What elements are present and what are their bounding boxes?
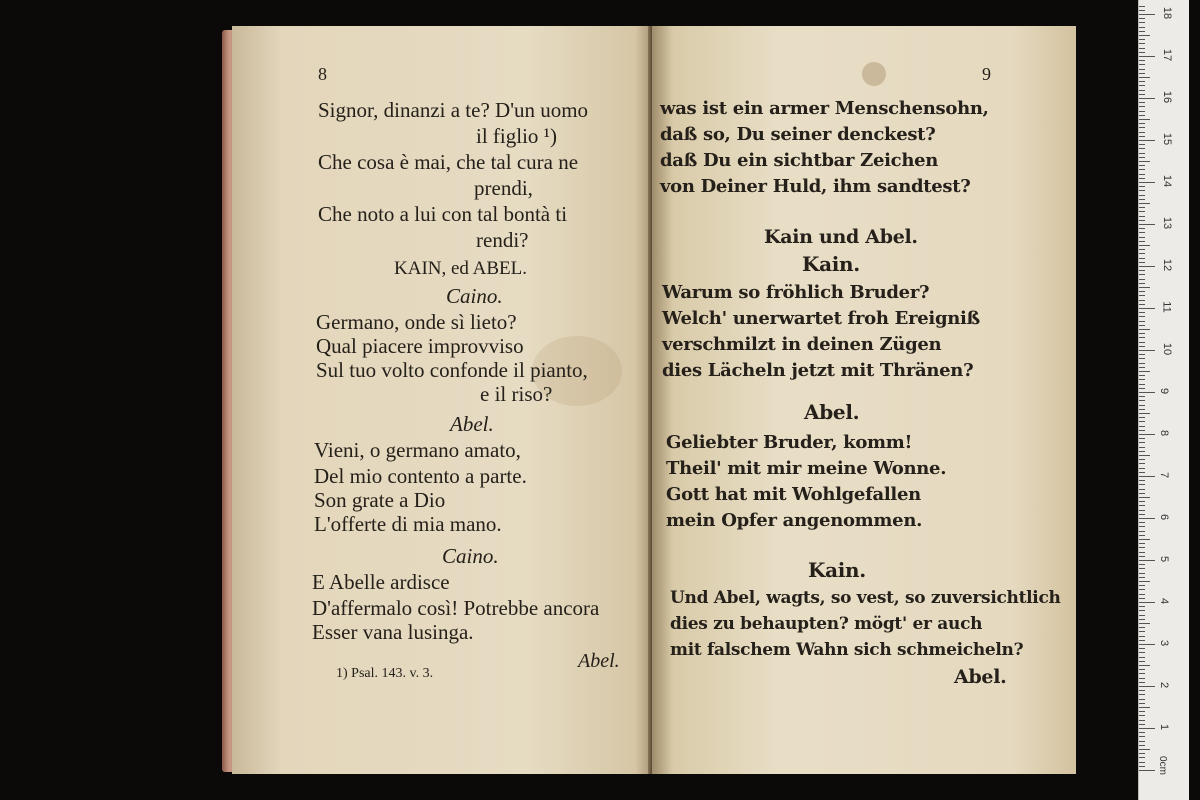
speaker-name: Abel. xyxy=(804,400,860,424)
ruler-tick xyxy=(1139,522,1145,523)
ruler-tick xyxy=(1139,287,1150,288)
ruler-tick xyxy=(1139,346,1145,347)
ruler-tick xyxy=(1139,203,1150,204)
verse-line: Qual piacere improvviso xyxy=(316,334,524,358)
verse-line: verschmilzt in deinen Zügen xyxy=(662,334,942,355)
ruler-tick xyxy=(1139,64,1145,65)
verse-line: Son grate a Dio xyxy=(314,488,446,512)
ruler-number: 3 xyxy=(1158,639,1171,647)
ruler-tick xyxy=(1139,552,1145,553)
speaker-name: Caino. xyxy=(446,284,503,308)
verse-line: Sul tuo volto confonde il pianto, xyxy=(316,358,588,382)
text-line: Che cosa è mai, che tal cura ne xyxy=(318,150,579,174)
ruler-tick xyxy=(1139,27,1145,28)
ruler-tick xyxy=(1139,510,1145,511)
ruler-tick xyxy=(1139,123,1145,124)
verse-line: Gott hat mit Wohlgefallen xyxy=(666,484,921,505)
ruler-tick xyxy=(1139,274,1145,275)
ruler-tick xyxy=(1139,657,1145,658)
ruler-tick xyxy=(1139,153,1145,154)
ruler-tick xyxy=(1139,388,1145,389)
ruler-tick xyxy=(1139,417,1145,418)
ruler-tick xyxy=(1139,333,1145,334)
ruler-tick xyxy=(1139,90,1145,91)
ruler-tick xyxy=(1139,720,1145,721)
ruler-tick xyxy=(1139,199,1145,200)
ruler-tick xyxy=(1139,724,1145,725)
catchword: Abel. xyxy=(954,666,1007,688)
ruler-tick xyxy=(1139,102,1145,103)
ruler-tick xyxy=(1139,455,1150,456)
ruler-number: 1 xyxy=(1158,723,1171,731)
ruler-tick xyxy=(1139,543,1145,544)
speaker-name: Kain. xyxy=(808,558,866,582)
ruler-tick xyxy=(1139,741,1145,742)
verse-line: Geliebter Bruder, komm! xyxy=(666,432,913,453)
ruler-number: 18 xyxy=(1161,6,1174,20)
ruler-number: 2 xyxy=(1158,681,1171,689)
verse-line: Welch' unerwartet froh Ereigniß xyxy=(662,308,980,329)
ruler-tick xyxy=(1139,484,1145,485)
ruler-tick xyxy=(1139,228,1145,229)
measurement-ruler xyxy=(1138,0,1189,800)
ruler-number: 8 xyxy=(1158,429,1171,437)
ruler-tick xyxy=(1139,144,1145,145)
ruler-tick xyxy=(1139,690,1145,691)
ruler-tick xyxy=(1139,291,1145,292)
verse-line: Del mio contento a parte. xyxy=(314,464,527,488)
ruler-tick xyxy=(1139,106,1145,107)
ruler-tick xyxy=(1139,77,1150,78)
ruler-number: 4 xyxy=(1158,597,1171,605)
ruler-tick xyxy=(1139,447,1145,448)
ruler-tick xyxy=(1139,119,1150,120)
ruler-tick xyxy=(1139,363,1145,364)
ruler-tick xyxy=(1139,169,1145,170)
text-line: was ist ein armer Menschensohn, xyxy=(660,98,989,119)
ruler-tick xyxy=(1139,56,1155,57)
verse-line: dies Lächeln jetzt mit Thränen? xyxy=(662,360,974,381)
ruler-tick xyxy=(1139,48,1145,49)
ruler-tick xyxy=(1139,699,1145,700)
ruler-tick xyxy=(1139,329,1150,330)
ruler-tick xyxy=(1139,300,1145,301)
ruler-number: 15 xyxy=(1161,132,1174,146)
verse-line: Und Abel, wagts, so vest, so zuversichtlich xyxy=(670,588,1061,608)
ruler-tick xyxy=(1139,245,1150,246)
ruler-tick xyxy=(1139,367,1145,368)
verse-line: Germano, onde sì lieto? xyxy=(316,310,517,334)
ruler-tick xyxy=(1139,379,1145,380)
ruler-tick xyxy=(1139,749,1150,750)
text-line: prendi, xyxy=(474,176,533,200)
scene-heading: KAIN, ed ABEL. xyxy=(394,258,527,279)
ruler-tick xyxy=(1139,577,1145,578)
verse-line: Vieni, o germano amato, xyxy=(314,438,521,462)
ruler-tick xyxy=(1139,371,1150,372)
ruler-tick xyxy=(1139,35,1150,36)
ruler-unit-label: 0cm xyxy=(1156,756,1168,775)
ruler-tick xyxy=(1139,52,1145,53)
ruler-tick xyxy=(1139,556,1145,557)
ruler-tick xyxy=(1139,195,1145,196)
ruler-tick xyxy=(1139,463,1145,464)
ruler-tick xyxy=(1139,472,1145,473)
ruler-tick xyxy=(1139,568,1145,569)
ruler-tick xyxy=(1139,400,1145,401)
ruler-tick xyxy=(1139,669,1145,670)
ruler-tick xyxy=(1139,161,1150,162)
ruler-tick xyxy=(1139,636,1145,637)
ruler-tick xyxy=(1139,312,1145,313)
ruler-tick xyxy=(1139,682,1145,683)
ruler-tick xyxy=(1139,157,1145,158)
ruler-tick xyxy=(1139,501,1145,502)
ruler-tick xyxy=(1139,283,1145,284)
ruler-tick xyxy=(1139,715,1145,716)
ruler-tick xyxy=(1139,539,1150,540)
verse-line: dies zu behaupten? mögt' er auch xyxy=(670,614,983,634)
ruler-tick xyxy=(1139,127,1145,128)
verse-line: Warum so fröhlich Bruder? xyxy=(662,282,930,303)
ruler-tick xyxy=(1139,262,1145,263)
verse-line: mit falschem Wahn sich schmeicheln? xyxy=(670,640,1024,660)
ruler-tick xyxy=(1139,627,1145,628)
ruler-tick xyxy=(1139,186,1145,187)
ruler-number: 17 xyxy=(1161,48,1174,62)
ruler-tick xyxy=(1139,165,1145,166)
speaker-name: Caino. xyxy=(442,544,499,568)
ruler-tick xyxy=(1139,237,1145,238)
ruler-tick xyxy=(1139,241,1145,242)
ruler-tick xyxy=(1139,564,1145,565)
ruler-tick xyxy=(1139,426,1145,427)
left-page xyxy=(232,26,652,774)
ruler-tick xyxy=(1139,111,1145,112)
ruler-tick xyxy=(1139,342,1145,343)
text-line: il figlio ¹) xyxy=(476,124,557,148)
ruler-tick xyxy=(1139,174,1145,175)
ruler-tick xyxy=(1139,703,1145,704)
catchword: Abel. xyxy=(578,650,620,672)
ruler-tick xyxy=(1139,602,1155,603)
ruler-tick xyxy=(1139,384,1145,385)
ruler-tick xyxy=(1139,295,1145,296)
ruler-tick xyxy=(1139,518,1155,519)
text-line: daß so, Du seiner denckest? xyxy=(660,124,936,145)
ruler-tick xyxy=(1139,476,1155,477)
ruler-tick xyxy=(1139,480,1145,481)
ruler-tick xyxy=(1139,232,1145,233)
ruler-tick xyxy=(1139,707,1150,708)
verse-line: E Abelle ardisce xyxy=(312,570,450,594)
ruler-tick xyxy=(1139,115,1145,116)
ruler-tick xyxy=(1139,31,1145,32)
ruler-tick xyxy=(1139,661,1145,662)
page-number-left: 8 xyxy=(318,64,327,84)
ruler-tick xyxy=(1139,266,1155,267)
text-line: von Deiner Huld, ihm sandtest? xyxy=(660,176,971,197)
stain xyxy=(862,62,886,86)
ruler-tick xyxy=(1139,623,1150,624)
ruler-tick xyxy=(1139,665,1150,666)
ruler-number: 12 xyxy=(1161,258,1174,272)
ruler-tick xyxy=(1139,136,1145,137)
ruler-tick xyxy=(1139,631,1145,632)
ruler-tick xyxy=(1139,148,1145,149)
ruler-tick xyxy=(1139,619,1145,620)
ruler-tick xyxy=(1139,762,1145,763)
ruler-tick xyxy=(1139,73,1145,74)
ruler-number: 7 xyxy=(1158,471,1171,479)
verse-line: e il riso? xyxy=(480,382,553,406)
ruler-tick xyxy=(1139,547,1145,548)
ruler-tick xyxy=(1139,514,1145,515)
ruler-tick xyxy=(1139,585,1145,586)
verse-line: L'offerte di mia mano. xyxy=(314,512,502,536)
ruler-tick xyxy=(1139,573,1145,574)
ruler-tick xyxy=(1139,207,1145,208)
ruler-tick xyxy=(1139,325,1145,326)
ruler-tick xyxy=(1139,211,1145,212)
ruler-tick xyxy=(1139,678,1145,679)
footnote: 1) Psal. 143. v. 3. xyxy=(336,666,434,681)
verse-line: D'affermalo così! Potrebbe ancora xyxy=(312,596,600,620)
verse-line: Esser vana lusinga. xyxy=(312,620,474,644)
ruler-tick xyxy=(1139,615,1145,616)
ruler-tick xyxy=(1139,316,1145,317)
ruler-tick xyxy=(1139,644,1155,645)
ruler-tick xyxy=(1139,594,1145,595)
ruler-tick xyxy=(1139,270,1145,271)
ruler-tick xyxy=(1139,140,1155,141)
ruler-tick xyxy=(1139,728,1155,729)
ruler-tick xyxy=(1139,14,1155,15)
ruler-number: 9 xyxy=(1158,387,1171,395)
ruler-tick xyxy=(1139,98,1155,99)
ruler-tick xyxy=(1139,304,1145,305)
verse-line: mein Opfer angenommen. xyxy=(666,510,923,531)
ruler-tick xyxy=(1139,358,1145,359)
open-book xyxy=(222,26,1076,778)
ruler-tick xyxy=(1139,451,1145,452)
ruler-tick xyxy=(1139,85,1145,86)
ruler-number: 5 xyxy=(1158,555,1171,563)
ruler-tick xyxy=(1139,69,1145,70)
ruler-tick xyxy=(1139,442,1145,443)
ruler-tick xyxy=(1139,405,1145,406)
ruler-tick xyxy=(1139,489,1145,490)
ruler-tick xyxy=(1139,535,1145,536)
ruler-tick xyxy=(1139,648,1145,649)
speaker-name: Kain. xyxy=(802,252,860,276)
ruler-tick xyxy=(1139,459,1145,460)
ruler-tick xyxy=(1139,132,1145,133)
ruler-tick xyxy=(1139,10,1145,11)
right-page xyxy=(652,26,1076,774)
ruler-tick xyxy=(1139,430,1145,431)
ruler-tick xyxy=(1139,43,1145,44)
ruler-tick xyxy=(1139,249,1145,250)
ruler-tick xyxy=(1139,216,1145,217)
ruler-tick xyxy=(1139,279,1145,280)
ruler-tick xyxy=(1139,190,1145,191)
ruler-tick xyxy=(1139,321,1145,322)
ruler-tick xyxy=(1139,421,1145,422)
ruler-number: 10 xyxy=(1161,342,1174,356)
ruler-tick xyxy=(1139,220,1145,221)
ruler-tick xyxy=(1139,531,1145,532)
ruler-number: 13 xyxy=(1161,216,1174,230)
ruler-tick xyxy=(1139,22,1145,23)
ruler-tick xyxy=(1139,505,1145,506)
ruler-tick xyxy=(1139,770,1155,771)
ruler-tick xyxy=(1139,526,1145,527)
ruler-tick xyxy=(1139,598,1145,599)
ruler-tick xyxy=(1139,434,1155,435)
ruler-number: 16 xyxy=(1161,90,1174,104)
ruler-tick xyxy=(1139,560,1155,561)
ruler-tick xyxy=(1139,94,1145,95)
ruler-tick xyxy=(1139,686,1155,687)
ruler-tick xyxy=(1139,438,1145,439)
ruler-tick xyxy=(1139,178,1145,179)
ruler-tick xyxy=(1139,581,1150,582)
ruler-tick xyxy=(1139,610,1145,611)
text-line: Che noto a lui con tal bontà ti xyxy=(318,202,568,226)
ruler-tick xyxy=(1139,350,1155,351)
ruler-tick xyxy=(1139,652,1145,653)
text-line: rendi? xyxy=(476,228,529,252)
ruler-tick xyxy=(1139,753,1145,754)
ruler-tick xyxy=(1139,589,1145,590)
ruler-number: 6 xyxy=(1158,513,1171,521)
ruler-tick xyxy=(1139,694,1145,695)
speaker-name: Abel. xyxy=(450,412,494,436)
ruler-tick xyxy=(1139,396,1145,397)
ruler-tick xyxy=(1139,375,1145,376)
ruler-tick xyxy=(1139,337,1145,338)
text-line: daß Du ein sichtbar Zeichen xyxy=(660,150,939,171)
verse-line: Theil' mit mir meine Wonne. xyxy=(666,458,947,479)
ruler-number: 14 xyxy=(1161,174,1174,188)
ruler-tick xyxy=(1139,736,1145,737)
ruler-tick xyxy=(1139,711,1145,712)
ruler-tick xyxy=(1139,640,1145,641)
ruler-tick xyxy=(1139,497,1150,498)
ruler-tick xyxy=(1139,409,1145,410)
ruler-tick xyxy=(1139,766,1145,767)
ruler-tick xyxy=(1139,354,1145,355)
ruler-tick xyxy=(1139,308,1155,309)
ruler-tick xyxy=(1139,745,1145,746)
ruler-tick xyxy=(1139,757,1145,758)
ruler-tick xyxy=(1139,413,1150,414)
ruler-tick xyxy=(1139,81,1145,82)
ruler-number: 11 xyxy=(1160,301,1173,313)
ruler-tick xyxy=(1139,606,1145,607)
ruler-tick xyxy=(1139,253,1145,254)
ruler-tick xyxy=(1139,60,1145,61)
ruler-tick xyxy=(1139,732,1145,733)
ruler-tick xyxy=(1139,392,1155,393)
ruler-tick xyxy=(1139,258,1145,259)
scene-heading: Kain und Abel. xyxy=(764,226,918,248)
ruler-tick xyxy=(1139,182,1155,183)
ruler-tick xyxy=(1139,673,1145,674)
ruler-tick xyxy=(1139,468,1145,469)
ruler-tick xyxy=(1139,224,1155,225)
text-line: Signor, dinanzi a te? D'un uomo xyxy=(318,98,589,122)
ruler-tick xyxy=(1139,18,1145,19)
ruler-tick xyxy=(1139,6,1145,7)
ruler-tick xyxy=(1139,493,1145,494)
ruler-tick xyxy=(1139,39,1145,40)
page-number-right: 9 xyxy=(982,64,991,84)
